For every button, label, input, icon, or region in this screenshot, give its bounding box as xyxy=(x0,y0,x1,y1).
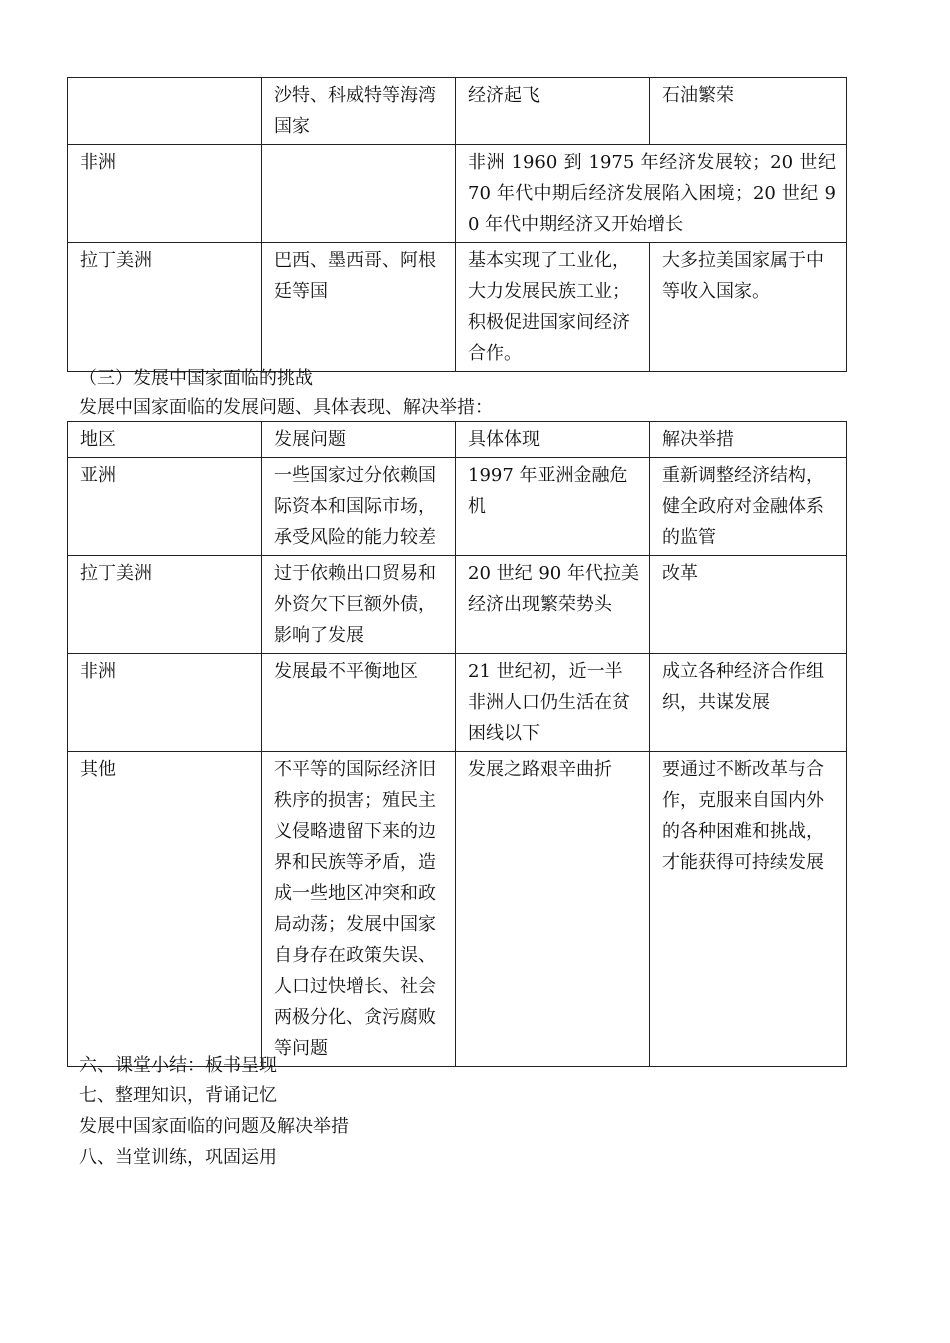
table-row xyxy=(68,556,847,654)
summary-line: 六、课堂小结：板书呈现 xyxy=(79,1055,277,1076)
table-row xyxy=(68,752,847,1067)
table-row xyxy=(68,654,847,752)
table-cell: 基本实现了工业化，大力发展民族工业；积极促进国家间经济合作。 xyxy=(456,243,650,372)
table-cell: 成立各种经济合作组织，共谋发展 xyxy=(650,654,847,752)
table-cell: 其他 xyxy=(68,752,262,1067)
table-row xyxy=(68,243,847,372)
table-cell: 要通过不断改革与合作，克服来自国内外的各种困难和挑战，才能获得可持续发展 xyxy=(650,752,847,1067)
table-cell: 重新调整经济结构，健全政府对金融体系的监管 xyxy=(650,458,847,556)
table-cell xyxy=(262,145,456,243)
column-header: 具体体现 xyxy=(456,422,650,458)
table-cell-merged: 非洲 1960 到 1975 年经济发展较；20 世纪 70 年代中期后经济发展陷入困境；20 世纪 90 年代中期经济又开始增长 xyxy=(456,145,847,243)
table-cell: 21 世纪初，近一半非洲人口仍生活在贫困线以下 xyxy=(456,654,650,752)
table-row xyxy=(68,145,847,243)
table-cell: 20 世纪 90 年代拉美经济出现繁荣势头 xyxy=(456,556,650,654)
review-line: 七、整理知识，背诵记忆 xyxy=(79,1085,277,1106)
table-cell: 亚洲 xyxy=(68,458,262,556)
table-row xyxy=(68,458,847,556)
table-cell: 发展之路艰辛曲折 xyxy=(456,752,650,1067)
table-cell: 过于依赖出口贸易和外资欠下巨额外债，影响了发展 xyxy=(262,556,456,654)
column-header: 发展问题 xyxy=(262,422,456,458)
column-header: 地区 xyxy=(68,422,262,458)
table-cell: 大多拉美国家属于中等收入国家。 xyxy=(650,243,847,372)
development-status-table xyxy=(67,77,847,372)
section-intro: 发展中国家面临的发展问题、具体表现、解决举措： xyxy=(79,397,493,418)
table-cell: 发展最不平衡地区 xyxy=(262,654,456,752)
practice-line: 八、当堂训练，巩固运用 xyxy=(79,1147,277,1168)
table-cell: 1997 年亚洲金融危机 xyxy=(456,458,650,556)
challenges-table xyxy=(67,421,847,1067)
table-cell xyxy=(68,78,262,145)
review-topic-line: 发展中国家面临的问题及解决举措 xyxy=(79,1116,349,1137)
table-cell: 巴西、墨西哥、阿根廷等国 xyxy=(262,243,456,372)
table-cell: 一些国家过分依赖国际资本和国际市场，承受风险的能力较差 xyxy=(262,458,456,556)
table-cell: 拉丁美洲 xyxy=(68,556,262,654)
table-row xyxy=(68,78,847,145)
column-header: 解决举措 xyxy=(650,422,847,458)
table-cell: 拉丁美洲 xyxy=(68,243,262,372)
table-header-row xyxy=(68,422,847,458)
table-cell: 非洲 xyxy=(68,145,262,243)
section-heading: （三）发展中国家面临的挑战 xyxy=(79,368,313,389)
table-cell: 不平等的国际经济旧秩序的损害；殖民主义侵略遗留下来的边界和民族等矛盾，造成一些地区冲突和政局动荡；发展中国家自身存在政策失误、人口过快增长、社会两极分化、贪污腐败等问题 xyxy=(262,752,456,1067)
table-cell: 改革 xyxy=(650,556,847,654)
table-cell: 石油繁荣 xyxy=(650,78,847,145)
table-cell: 经济起飞 xyxy=(456,78,650,145)
table-cell: 非洲 xyxy=(68,654,262,752)
table-cell: 沙特、科威特等海湾国家 xyxy=(262,78,456,145)
